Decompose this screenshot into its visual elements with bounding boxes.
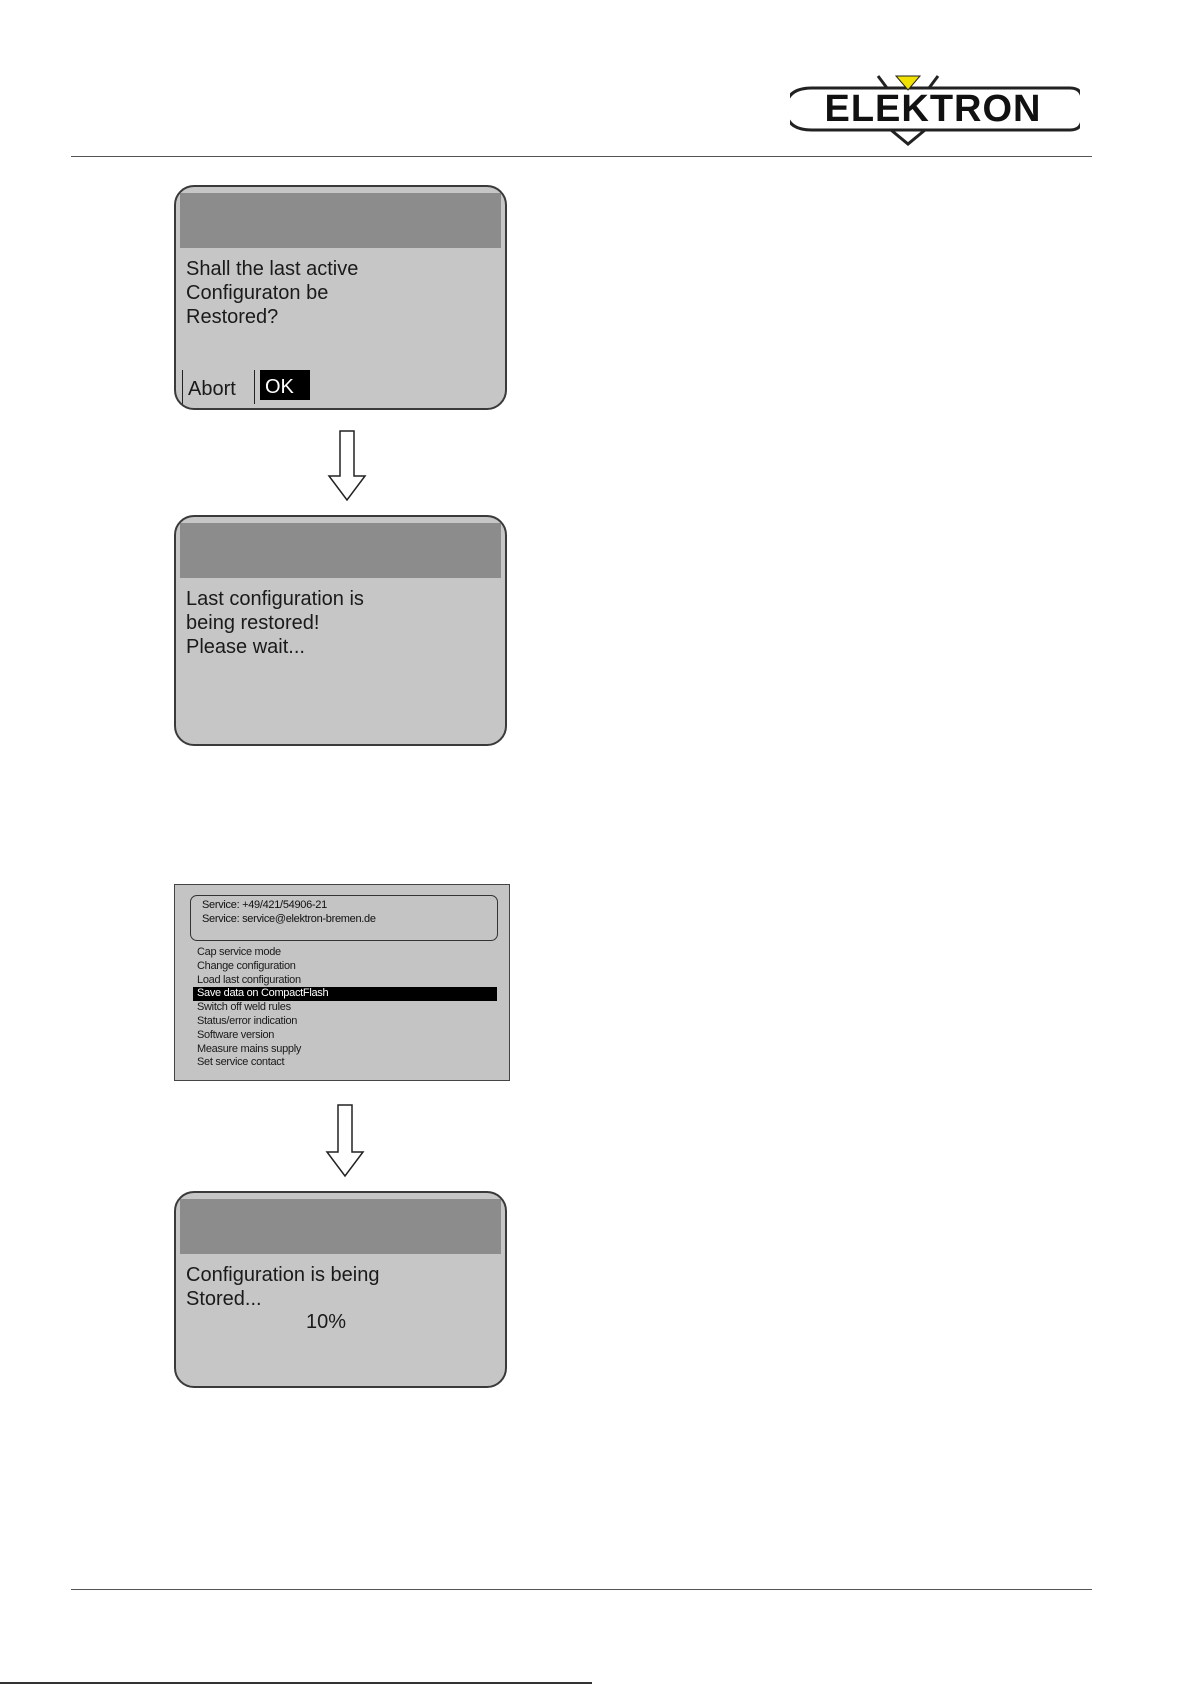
menu-item-save-data-compactflash[interactable]: Save data on CompactFlash bbox=[193, 987, 497, 1001]
service-contact-box bbox=[190, 895, 498, 941]
message-line: Please wait... bbox=[186, 636, 305, 658]
restore-prompt-message bbox=[186, 257, 358, 329]
menu-item-switch-off-weld-rules[interactable]: Switch off weld rules bbox=[197, 1001, 291, 1014]
menu-item-change-configuration[interactable]: Change configuration bbox=[197, 959, 296, 972]
menu-item-status-error-indication[interactable]: Status/error indication bbox=[197, 1014, 298, 1027]
message-line: Configuraton be bbox=[186, 282, 329, 304]
elektron-logo bbox=[790, 72, 1080, 148]
logo-wordmark: ELEKTRON bbox=[824, 88, 1042, 130]
progress-percent: 10% bbox=[306, 1311, 347, 1333]
menu-item-software-version[interactable]: Software version bbox=[197, 1028, 275, 1041]
restore-prompt-screen bbox=[174, 185, 507, 410]
softkey-divider bbox=[254, 370, 255, 404]
service-menu-list bbox=[193, 946, 497, 1070]
service-phone: Service: +49/421/54906-21 bbox=[202, 899, 327, 911]
menu-item-cap-service-mode[interactable]: Cap service mode bbox=[197, 946, 281, 958]
service-menu-screen bbox=[174, 884, 510, 1081]
storing-message bbox=[186, 1263, 379, 1311]
bottom-edge-rule bbox=[0, 1682, 592, 1684]
service-email: Service: service@elektron-bremen.de bbox=[202, 913, 376, 925]
ok-button[interactable]: OK bbox=[260, 370, 310, 400]
arrow-down-icon bbox=[327, 430, 367, 502]
message-line: Shall the last active bbox=[186, 258, 359, 280]
abort-button[interactable]: Abort bbox=[182, 370, 236, 404]
message-line: Restored? bbox=[186, 306, 279, 328]
softkey-bar bbox=[176, 370, 505, 406]
menu-item-set-service-contact[interactable]: Set service contact bbox=[197, 1056, 285, 1069]
menu-item-measure-mains-supply[interactable]: Measure mains supply bbox=[197, 1042, 302, 1055]
menu-item-load-last-configuration[interactable]: Load last configuration bbox=[197, 973, 301, 986]
message-line: being restored! bbox=[186, 612, 320, 634]
screen-title-bar bbox=[180, 523, 501, 578]
screen-title-bar bbox=[180, 193, 501, 248]
screen-title-bar bbox=[180, 1199, 501, 1254]
message-line: Last configuration is bbox=[186, 588, 364, 610]
message-line: Configuration is being bbox=[186, 1264, 380, 1286]
storing-screen bbox=[174, 1191, 507, 1388]
header-rule bbox=[71, 156, 1092, 157]
footer-rule bbox=[71, 1589, 1092, 1590]
restoring-message bbox=[186, 587, 364, 659]
message-line: Stored... bbox=[186, 1288, 262, 1310]
restoring-screen bbox=[174, 515, 507, 746]
arrow-down-icon bbox=[325, 1104, 365, 1178]
